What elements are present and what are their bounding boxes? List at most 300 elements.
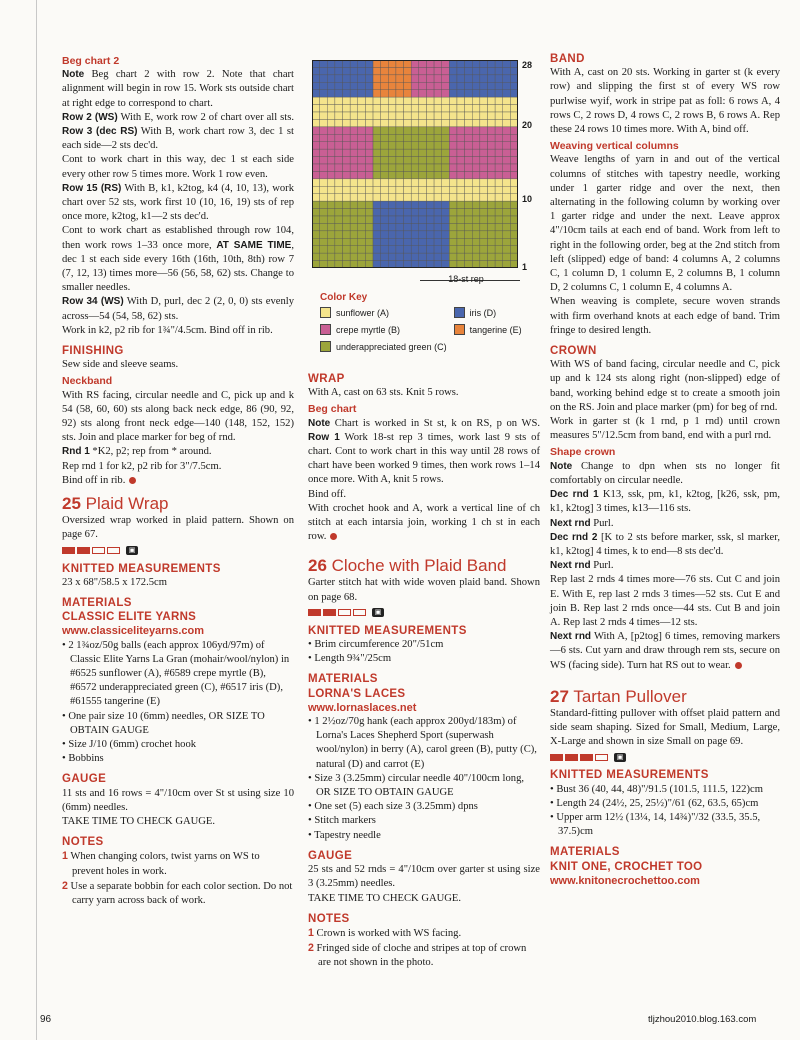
chart-cell (388, 194, 396, 201)
chart-cell (312, 231, 320, 238)
chart-cell (335, 246, 343, 253)
chart-cell (442, 201, 450, 208)
chart-cell (335, 75, 343, 82)
chart-cell (312, 75, 320, 82)
chart-cell (404, 157, 412, 164)
chart-cell (365, 157, 373, 164)
chart-cell (472, 142, 480, 149)
chart-cell (320, 105, 328, 112)
chart-cell (381, 253, 389, 260)
chart-cell (312, 171, 320, 178)
chart-cell (396, 194, 404, 201)
chart-cell (419, 164, 427, 171)
chart-cell (465, 82, 473, 89)
chart-cell (411, 127, 419, 134)
chart-cell (388, 209, 396, 216)
chart-cell (320, 164, 328, 171)
paragraph: 25 sts and 52 rnds = 4"/10cm over garter st using size 3 (3.25mm) needles. (308, 864, 540, 890)
chart-cell (465, 90, 473, 97)
chart-cell (472, 201, 480, 208)
chart-cell (312, 201, 320, 208)
chart-cell (465, 105, 473, 112)
crown-heading: CROWN (550, 345, 597, 358)
chart-cell (503, 97, 511, 104)
chart-cell (503, 157, 511, 164)
chart-cell (365, 90, 373, 97)
chart-cell (480, 253, 488, 260)
chart-cell (472, 186, 480, 193)
chart-cell (365, 223, 373, 230)
chart-row-label: 20 (522, 120, 533, 130)
chart-cell (465, 246, 473, 253)
chart-cell (335, 112, 343, 119)
chart-cell (388, 238, 396, 245)
chart-cell (442, 149, 450, 156)
chart-cell (472, 134, 480, 141)
list-item: 1 When changing colors, twist yarns on WS to prevent holes in work. (62, 850, 260, 877)
chart-cell (472, 97, 480, 104)
chart-cell (396, 60, 404, 67)
chart-cell (388, 179, 396, 186)
chart-cell (335, 223, 343, 230)
paragraph: Next rnd Purl. (550, 517, 614, 529)
chart-cell (442, 157, 450, 164)
chart-cell (358, 67, 366, 74)
chart-cell (457, 231, 465, 238)
chart-cell (503, 164, 511, 171)
chart-cell (419, 186, 427, 193)
chart-cell (510, 186, 518, 193)
chart-cell (487, 186, 495, 193)
chart-cell (358, 149, 366, 156)
yarn-url-link[interactable]: www.lornaslaces.net (308, 701, 417, 714)
chart-cell (327, 119, 335, 126)
chart-cell (373, 97, 381, 104)
materials-heading: MATERIALS (308, 673, 378, 686)
chart-cell (396, 223, 404, 230)
chart-cell (510, 134, 518, 141)
chart-cell (510, 171, 518, 178)
chart-cell (388, 216, 396, 223)
materials-list (62, 639, 294, 767)
chart-cell (495, 209, 503, 216)
chart-cell (365, 231, 373, 238)
chart-cell (487, 238, 495, 245)
chart-cell (335, 149, 343, 156)
chart-cell (320, 127, 328, 134)
chart-cell (373, 253, 381, 260)
chart-cell (495, 253, 503, 260)
chart-cell (457, 253, 465, 260)
chart-cell (312, 112, 320, 119)
shape-crown-heading: Shape crown (550, 446, 616, 459)
chart-cell (449, 171, 457, 178)
measurements-heading: KNITTED MEASUREMENTS (62, 562, 221, 575)
chart-cell (426, 261, 434, 268)
paragraph: Rep rnd 1 for k2, p2 rib for 3"/7.5cm. (62, 460, 222, 472)
rep-label: 18-st rep (448, 274, 484, 284)
chart-cell (388, 164, 396, 171)
chart-cell (457, 134, 465, 141)
column-right (550, 52, 780, 888)
chart-cell (381, 67, 389, 74)
chart-cell (381, 201, 389, 208)
chart-cell (320, 179, 328, 186)
chart-cell (350, 186, 358, 193)
chart-cell (358, 60, 366, 67)
chart-cell (335, 157, 343, 164)
chart-cell (396, 90, 404, 97)
chart-cell (343, 186, 351, 193)
gauge-heading: GAUGE (308, 849, 353, 862)
chart-cell (510, 97, 518, 104)
notes-list (62, 849, 294, 908)
chart-cell (442, 231, 450, 238)
chart-cell (350, 164, 358, 171)
chart-row-label: 28 (522, 60, 533, 70)
chart-cell (449, 157, 457, 164)
chart-cell (419, 223, 427, 230)
chart-cell (442, 209, 450, 216)
chart-cell (320, 157, 328, 164)
chart-cell (373, 149, 381, 156)
chart-cell (335, 179, 343, 186)
yarn-url-link[interactable]: www.knitonecrochettoo.com (550, 874, 700, 887)
paragraph: With A, cast on 63 sts. Knit 5 rows. (308, 387, 459, 399)
chart-cell (480, 246, 488, 253)
chart-cell (426, 149, 434, 156)
chart-cell (495, 119, 503, 126)
finishing-heading: FINISHING (62, 345, 124, 358)
paragraph: Note Beg chart 2 with row 2. Note that chart alignment will begin in row 15. Work sts outside chart at right edge to correspond to chart. (62, 69, 294, 109)
chart-cell (327, 253, 335, 260)
chart-cell (434, 90, 442, 97)
chart-cell (480, 149, 488, 156)
chart-cell (495, 194, 503, 201)
paragraph: TAKE TIME TO CHECK GAUGE. (308, 892, 462, 904)
chart-cell (343, 261, 351, 268)
list-item: • Tapestry needle (308, 829, 381, 841)
chart-cell (480, 134, 488, 141)
chart-cell (419, 261, 427, 268)
chart-cell (358, 112, 366, 119)
chart-cell (327, 105, 335, 112)
chart-cell (350, 90, 358, 97)
chart-cell (495, 97, 503, 104)
chart-cell (365, 253, 373, 260)
chart-cell (434, 60, 442, 67)
chart-cell (472, 179, 480, 186)
band-heading: BAND (550, 53, 585, 65)
chart-cell (449, 97, 457, 104)
chart-cell (396, 231, 404, 238)
chart-cell (320, 171, 328, 178)
list-item: • Size 3 (3.25mm) circular needle 40"/100cm long, OR SIZE TO OBTAIN GAUGE (308, 772, 525, 799)
chart-cell (350, 112, 358, 119)
chart-cell (465, 171, 473, 178)
chart-cell (350, 119, 358, 126)
chart-cell (510, 157, 518, 164)
chart-cell (404, 201, 412, 208)
chart-cell (327, 238, 335, 245)
chart-cell (343, 157, 351, 164)
chart-cell (404, 82, 412, 89)
yarn-company: LORNA'S LACES (308, 687, 406, 700)
chart-cell (404, 223, 412, 230)
chart-cell (350, 246, 358, 253)
chart-cell (465, 142, 473, 149)
paragraph: Note Change to dpn when sts no longer fit comfortably on circular needle. (550, 460, 780, 486)
chart-cell (335, 67, 343, 74)
chart-cell (381, 127, 389, 134)
chart-cell (480, 261, 488, 268)
chart-cell (457, 171, 465, 178)
chart-cell (343, 179, 351, 186)
chart-cell (503, 142, 511, 149)
chart-cell (312, 223, 320, 230)
chart-cell (457, 186, 465, 193)
chart-cell (411, 149, 419, 156)
chart-cell (373, 157, 381, 164)
chart-cell (388, 142, 396, 149)
yarn-url-link[interactable]: www.classiceliteyarns.com (62, 625, 205, 638)
chart-cell (350, 201, 358, 208)
chart-cell (411, 60, 419, 67)
chart-cell (388, 134, 396, 141)
chart-cell (510, 60, 518, 67)
chart-cell (480, 119, 488, 126)
chart-cell (396, 142, 404, 149)
chart-cell (480, 157, 488, 164)
chart-cell (350, 134, 358, 141)
chart-cell (396, 238, 404, 245)
pattern-description: Oversized wrap worked in plaid pattern. Shown on page 67. (62, 515, 294, 541)
chart-cell (396, 261, 404, 268)
chart-cell (442, 164, 450, 171)
end-bullet-icon (330, 533, 337, 540)
chart-cell (335, 201, 343, 208)
chart-cell (426, 246, 434, 253)
chart-cell (457, 97, 465, 104)
chart-cell (358, 223, 366, 230)
list-item: • Upper arm 12½ (13¼, 14, 14¾)"/32 (33.5, 35.5, 37.5)cm (550, 811, 761, 838)
chart-cell (373, 231, 381, 238)
chart-cell (480, 60, 488, 67)
chart-cell (442, 119, 450, 126)
chart-cell (434, 194, 442, 201)
chart-cell (495, 157, 503, 164)
measurements-list (308, 638, 540, 666)
chart-cell (381, 261, 389, 268)
chart-cell (487, 253, 495, 260)
chart-cell (487, 164, 495, 171)
list-item: 1 Crown is worked with WS facing. (308, 926, 462, 939)
key-item: underappreciated green (C) (320, 341, 530, 352)
chart-cell (472, 157, 480, 164)
chart-cell (312, 261, 320, 268)
chart-cell (434, 223, 442, 230)
chart-cell (419, 75, 427, 82)
chart-cell (449, 186, 457, 193)
chart-cell (365, 171, 373, 178)
chart-cell (320, 209, 328, 216)
chart-cell (426, 90, 434, 97)
chart-cell (472, 127, 480, 134)
chart-cell (388, 60, 396, 67)
chart-cell (381, 179, 389, 186)
chart-cell (396, 201, 404, 208)
chart-cell (465, 164, 473, 171)
chart-cell (358, 201, 366, 208)
chart-cell (335, 261, 343, 268)
chart-cell (487, 67, 495, 74)
chart-cell (312, 164, 320, 171)
chart-cell (419, 90, 427, 97)
chart-cell (373, 134, 381, 141)
chart-cell (335, 142, 343, 149)
chart-cell (434, 75, 442, 82)
chart-cell (381, 97, 389, 104)
chart-cell (457, 157, 465, 164)
plaid-chart-grid (312, 60, 518, 268)
chart-cell (373, 82, 381, 89)
chart-cell (343, 134, 351, 141)
chart-cell (426, 253, 434, 260)
chart-cell (419, 231, 427, 238)
chart-cell (388, 90, 396, 97)
chart-cell (411, 164, 419, 171)
chart-cell (320, 253, 328, 260)
chart-cell (457, 105, 465, 112)
chart-cell (442, 253, 450, 260)
chart-cell (388, 231, 396, 238)
chart-cell (388, 119, 396, 126)
chart-cell (426, 209, 434, 216)
chart-cell (381, 82, 389, 89)
chart-cell (442, 127, 450, 134)
chart-cell (358, 105, 366, 112)
chart-cell (503, 90, 511, 97)
chart-cell (388, 112, 396, 119)
chart-cell (503, 201, 511, 208)
chart-cell (442, 142, 450, 149)
chart-cell (419, 216, 427, 223)
chart-cell (487, 127, 495, 134)
chart-cell (358, 246, 366, 253)
chart-cell (320, 216, 328, 223)
chart-cell (495, 201, 503, 208)
chart-cell (365, 186, 373, 193)
chart-cell (495, 134, 503, 141)
chart-cell (465, 119, 473, 126)
chart-cell (365, 246, 373, 253)
chart-cell (487, 90, 495, 97)
chart-cell (419, 105, 427, 112)
chart-cell (320, 238, 328, 245)
chart-cell (487, 179, 495, 186)
color-key (320, 292, 530, 358)
chart-cell (487, 231, 495, 238)
chart-cell (510, 164, 518, 171)
chart-cell (335, 216, 343, 223)
chart-cell (495, 67, 503, 74)
chart-cell (426, 179, 434, 186)
chart-cell (503, 231, 511, 238)
chart-cell (327, 164, 335, 171)
chart-cell (388, 82, 396, 89)
chart-cell (457, 261, 465, 268)
chart-cell (487, 201, 495, 208)
chart-cell (510, 142, 518, 149)
chart-cell (487, 194, 495, 201)
chart-cell (449, 201, 457, 208)
chart-cell (312, 82, 320, 89)
chart-cell (373, 194, 381, 201)
chart-cell (449, 209, 457, 216)
chart-cell (465, 127, 473, 134)
chart-cell (457, 238, 465, 245)
list-item: • Length 24 (24½, 25, 25½)"/61 (62, 63.5, 65)cm (550, 797, 759, 809)
chart-cell (449, 142, 457, 149)
chart-cell (381, 231, 389, 238)
chart-cell (411, 194, 419, 201)
chart-cell (434, 164, 442, 171)
pattern-26-title: 26 Cloche with Plaid Band (308, 556, 507, 576)
chart-cell (404, 75, 412, 82)
chart-cell (480, 179, 488, 186)
chart-cell (442, 90, 450, 97)
chart-cell (343, 105, 351, 112)
chart-cell (350, 157, 358, 164)
chart-cell (320, 186, 328, 193)
chart-cell (442, 134, 450, 141)
page-edge (36, 0, 37, 1040)
chart-cell (358, 157, 366, 164)
chart-cell (350, 127, 358, 134)
chart-cell (411, 119, 419, 126)
chart-cell (480, 201, 488, 208)
chart-cell (381, 90, 389, 97)
chart-cell (426, 223, 434, 230)
notes-heading: NOTES (62, 836, 104, 849)
paragraph: Next rnd Purl. (550, 560, 614, 572)
chart-cell (343, 246, 351, 253)
chart-cell (335, 209, 343, 216)
chart-cell (457, 119, 465, 126)
chart-cell (343, 127, 351, 134)
chart-cell (312, 186, 320, 193)
chart-cell (327, 216, 335, 223)
chart-cell (404, 253, 412, 260)
chart-cell (503, 134, 511, 141)
chart-cell (358, 75, 366, 82)
chart-cell (426, 97, 434, 104)
paragraph: Work in k2, p2 rib for 1¾"/4.5cm. Bind off in rib. (62, 324, 273, 336)
chart-cell (434, 105, 442, 112)
chart-cell (457, 90, 465, 97)
chart-cell (320, 134, 328, 141)
chart-cell (449, 75, 457, 82)
chart-cell (404, 238, 412, 245)
chart-cell (487, 97, 495, 104)
chart-cell (358, 134, 366, 141)
chart-cell (487, 75, 495, 82)
chart-cell (388, 261, 396, 268)
chart-cell (343, 82, 351, 89)
chart-cell (388, 67, 396, 74)
chart-cell (510, 67, 518, 74)
chart-cell (449, 67, 457, 74)
